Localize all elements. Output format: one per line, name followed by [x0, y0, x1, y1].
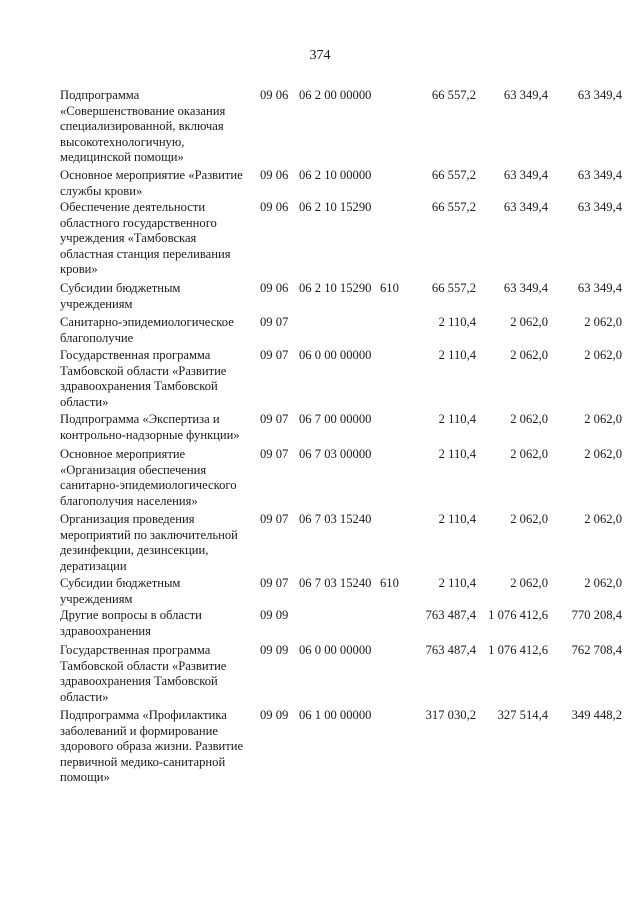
- row-name: Основное мероприятие «Развитие службы крови»: [60, 168, 243, 198]
- row-section-code: 09 07: [260, 512, 289, 526]
- page-number: 374: [309, 48, 331, 63]
- row-target-code: 06 1 00 00000: [299, 708, 372, 722]
- row-amount-1: 317 030,2: [425, 708, 476, 722]
- row-section-code: 09 06: [260, 168, 289, 182]
- row-name: Санитарно-эпидемиологическое благополучие: [60, 315, 234, 345]
- row-amount-1: 2 110,4: [438, 315, 476, 329]
- row-name: Основное мероприятие «Организация обеспечения санитарно-эпидемиологического благополучия населения»: [60, 447, 237, 508]
- row-amount-1: 2 110,4: [438, 576, 476, 590]
- row-target-code: 06 7 03 15240: [299, 512, 372, 526]
- row-amount-1: 2 110,4: [438, 447, 476, 461]
- row-amount-3: 63 349,4: [577, 281, 622, 295]
- row-amount-2: 63 349,4: [503, 200, 548, 214]
- row-section-code: 09 09: [260, 608, 289, 622]
- row-name: Другие вопросы в области здравоохранения: [60, 608, 202, 638]
- row-amount-3: 63 349,4: [577, 200, 622, 214]
- row-section-code: 09 09: [260, 708, 289, 722]
- row-amount-3: 2 062,0: [584, 576, 622, 590]
- row-amount-2: 63 349,4: [503, 88, 548, 102]
- row-amount-1: 66 557,2: [431, 168, 476, 182]
- row-amount-2: 63 349,4: [503, 168, 548, 182]
- row-section-code: 09 07: [260, 576, 289, 590]
- row-target-code: 06 2 10 00000: [299, 168, 372, 182]
- row-amount-1: 2 110,4: [438, 512, 476, 526]
- row-amount-2: 2 062,0: [510, 412, 548, 426]
- row-amount-2: 2 062,0: [510, 348, 548, 362]
- row-name: Государственная программа Тамбовской области «Развитие здравоохранения Тамбовской области»: [60, 643, 227, 704]
- row-section-code: 09 07: [260, 447, 289, 461]
- row-section-code: 09 06: [260, 88, 289, 102]
- row-name: Организация проведения мероприятий по заключительной дезинфекции, дезинсекции, дератизации: [60, 512, 238, 573]
- row-amount-2: 2 062,0: [510, 576, 548, 590]
- row-target-code: 06 7 00 00000: [299, 412, 372, 426]
- row-target-code: 06 0 00 00000: [299, 643, 372, 657]
- row-name: Субсидии бюджетным учреждениям: [60, 576, 181, 606]
- row-section-code: 09 07: [260, 412, 289, 426]
- row-amount-3: 2 062,0: [584, 315, 622, 329]
- row-target-code: 06 2 10 15290: [299, 281, 372, 295]
- row-amount-1: 66 557,2: [431, 200, 476, 214]
- row-name: Обеспечение деятельности областного государственного учреждения «Тамбовская областная станция переливания крови»: [60, 200, 231, 277]
- row-section-code: 09 06: [260, 281, 289, 295]
- row-amount-1: 2 110,4: [438, 412, 476, 426]
- row-section-code: 09 06: [260, 200, 289, 214]
- row-target-code: 06 0 00 00000: [299, 348, 372, 362]
- row-target-code: 06 2 10 15290: [299, 200, 372, 214]
- row-expense-type: 610: [380, 281, 399, 295]
- row-amount-3: 349 448,2: [571, 708, 622, 722]
- row-target-code: 06 2 00 00000: [299, 88, 372, 102]
- row-section-code: 09 07: [260, 315, 289, 329]
- row-section-code: 09 09: [260, 643, 289, 657]
- row-name: Государственная программа Тамбовской области «Развитие здравоохранения Тамбовской области»: [60, 348, 227, 409]
- row-amount-3: 2 062,0: [584, 447, 622, 461]
- row-name: Подпрограмма «Совершенствование оказания специализированной, включая высокотехнологичную, медицинской помощи»: [60, 88, 226, 165]
- row-amount-2: 1 076 412,6: [488, 643, 548, 657]
- row-name: Субсидии бюджетным учреждениям: [60, 281, 181, 311]
- row-target-code: 06 7 03 15240: [299, 576, 372, 590]
- row-amount-3: 63 349,4: [577, 168, 622, 182]
- row-amount-1: 66 557,2: [431, 88, 476, 102]
- row-amount-2: 2 062,0: [510, 315, 548, 329]
- row-amount-1: 763 487,4: [425, 608, 476, 622]
- row-section-code: 09 07: [260, 348, 289, 362]
- row-amount-3: 770 208,4: [571, 608, 622, 622]
- row-amount-2: 2 062,0: [510, 447, 548, 461]
- row-amount-1: 763 487,4: [425, 643, 476, 657]
- row-amount-1: 2 110,4: [438, 348, 476, 362]
- row-amount-2: 1 076 412,6: [488, 608, 548, 622]
- row-amount-2: 327 514,4: [497, 708, 548, 722]
- row-name: Подпрограмма «Профилактика заболеваний и формирование здорового образа жизни. Развитие первичной медико-санитарной помощи»: [60, 708, 244, 785]
- row-amount-3: 2 062,0: [584, 412, 622, 426]
- row-expense-type: 610: [380, 576, 399, 590]
- row-name: Подпрограмма «Экспертиза и контрольно-надзорные функции»: [60, 412, 240, 442]
- row-amount-3: 762 708,4: [571, 643, 622, 657]
- row-amount-2: 63 349,4: [503, 281, 548, 295]
- row-target-code: 06 7 03 00000: [299, 447, 372, 461]
- row-amount-3: 2 062,0: [584, 348, 622, 362]
- row-amount-1: 66 557,2: [431, 281, 476, 295]
- row-amount-3: 63 349,4: [577, 88, 622, 102]
- row-amount-3: 2 062,0: [584, 512, 622, 526]
- row-amount-2: 2 062,0: [510, 512, 548, 526]
